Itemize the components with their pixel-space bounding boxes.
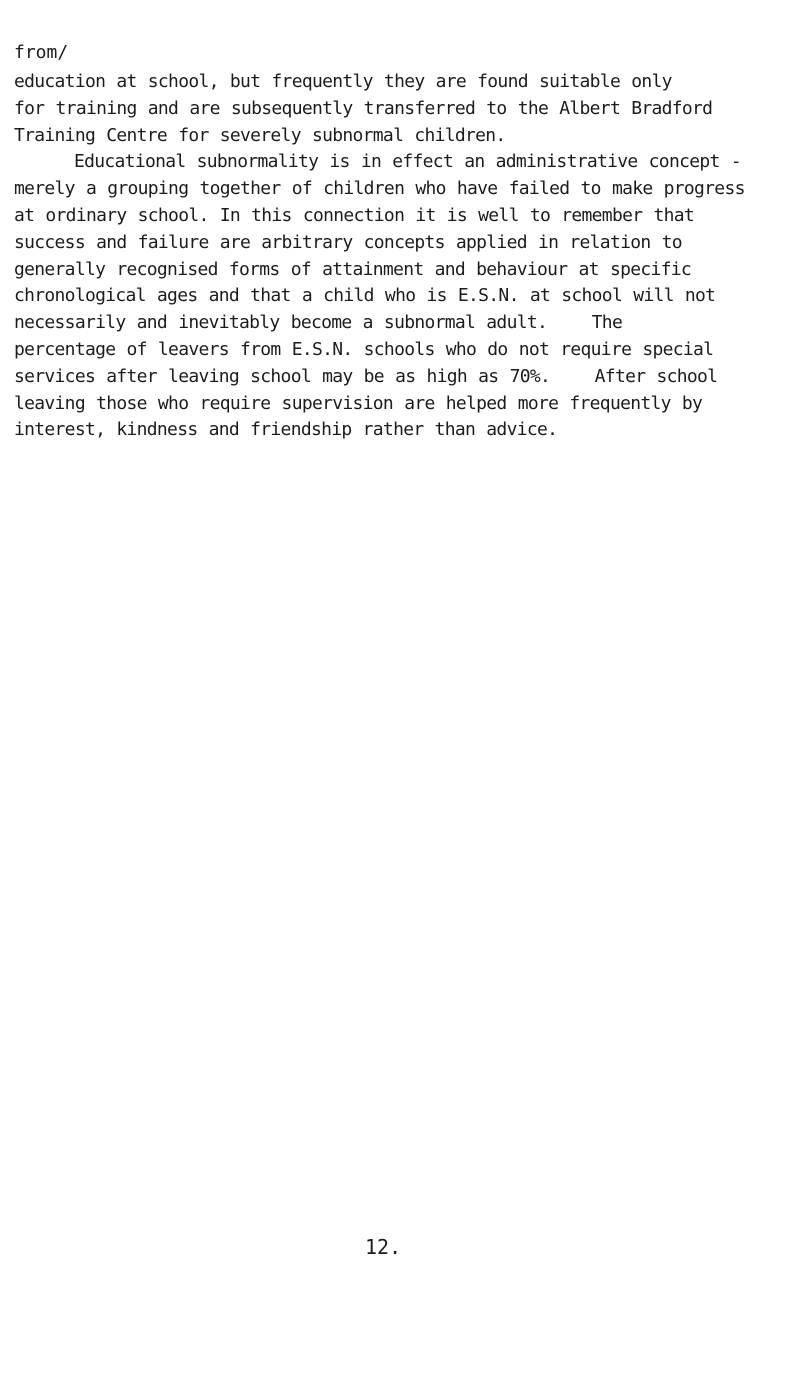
text-line: at ordinary school. In this connection it is well to remember that	[14, 204, 695, 226]
text-line: Training Centre for severely subnormal children.	[14, 124, 506, 146]
text-line: percentage of leavers from E.S.N. schools who do not require special	[14, 338, 714, 360]
text-line: education at school, but frequently they are found suitable only	[14, 71, 672, 92]
text-line: for training and are subsequently transferred to the Albert Bradford	[14, 97, 713, 119]
text-line: Educational subnormality is in effect an administrative concept -	[74, 151, 741, 173]
text-line: interest, kindness and friendship rather than advice.	[14, 419, 558, 441]
body-paragraphs	[14, 69, 798, 444]
text-line: leaving those who require supervision are helped more frequently by	[14, 392, 703, 414]
text-line: services after leaving school may be as high as 70%. After school	[14, 365, 718, 387]
text-line: success and failure are arbitrary concepts applied in relation to	[14, 231, 682, 253]
text-line: merely a grouping together of children who have failed to make progress	[14, 178, 745, 200]
text-line: chronological ages and that a child who is E.S.N. at school will not	[14, 285, 716, 307]
catchword: from/	[14, 42, 69, 63]
page-number: 12.	[365, 1235, 402, 1259]
text-line: necessarily and inevitably become a subnormal adult. The	[14, 312, 623, 334]
text-line: generally recognised forms of attainment and behaviour at specific	[14, 258, 692, 280]
